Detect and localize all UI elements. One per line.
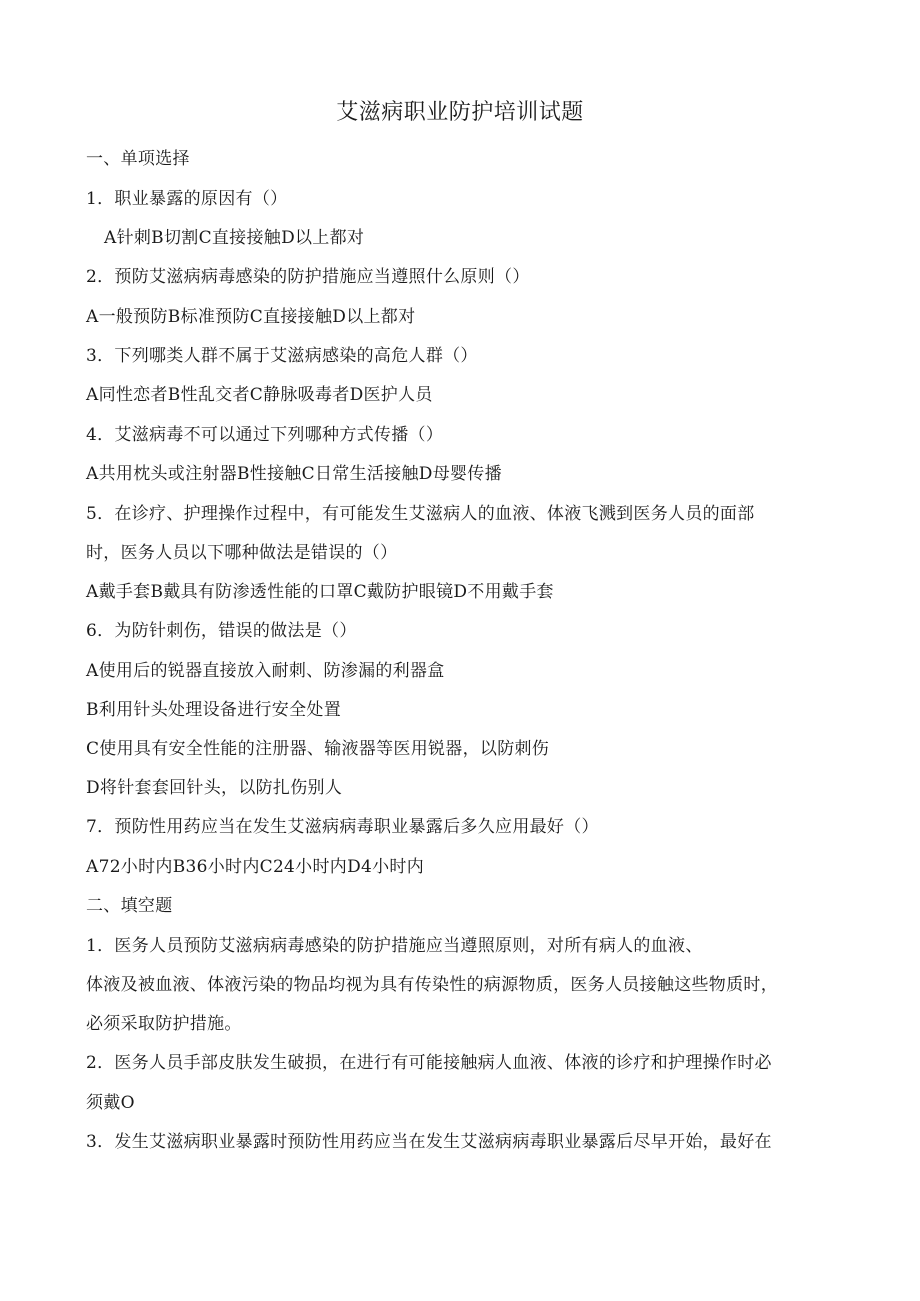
question-7-options: A72小时内B36小时内C24小时内D4小时内 xyxy=(86,857,425,877)
question-6-option-a: A使用后的锐器直接放入耐刺、防渗漏的利器盒 xyxy=(86,661,445,681)
question-4: 4．艾滋病毒不可以通过下列哪种方式传播（） xyxy=(86,425,444,445)
question-2-options: A一般预防B标准预防C直接接触D以上都对 xyxy=(86,307,416,327)
blank-3-line-1: 3．发生艾滋病职业暴露时预防性用药应当在发生艾滋病病毒职业暴露后尽早开始，最好在 xyxy=(86,1132,772,1152)
document-title: 艾滋病职业防护培训试题 xyxy=(336,100,584,125)
question-5-line-1: 5．在诊疗、护理操作过程中，有可能发生艾滋病人的血液、体液飞溅到医务人员的面部 xyxy=(86,504,755,524)
question-2: 2．预防艾滋病病毒感染的防护措施应当遵照什么原则（） xyxy=(86,267,530,287)
question-3: 3．下列哪类人群不属于艾滋病感染的高危人群（） xyxy=(86,346,478,366)
question-3-options: A同性恋者B性乱交者C静脉吸毒者D医护人员 xyxy=(86,385,433,405)
question-5-line-2: 时，医务人员以下哪种做法是错误的（） xyxy=(86,543,398,563)
section-heading-fill-blank: 二、填空题 xyxy=(86,896,173,916)
blank-2-line-2: 须戴O xyxy=(86,1093,135,1113)
question-6-option-b: B利用针头处理设备进行安全处置 xyxy=(86,700,341,720)
question-4-options: A共用枕头或注射器B性接触C日常生活接触D母婴传播 xyxy=(86,464,502,484)
question-7: 7．预防性用药应当在发生艾滋病病毒职业暴露后多久应用最好（） xyxy=(86,817,599,837)
question-6: 6．为防针刺伤，错误的做法是（） xyxy=(86,621,357,641)
question-1-options: A针刺B切割C直接接触D以上都对 xyxy=(104,228,365,248)
blank-1-line-3: 必须采取防护措施。 xyxy=(86,1014,242,1034)
blank-2-line-1: 2．医务人员手部皮肤发生破损，在进行有可能接触病人血液、体液的诊疗和护理操作时必 xyxy=(86,1053,772,1073)
question-6-option-d: D将针套套回针头，以防扎伤别人 xyxy=(86,778,343,798)
question-6-option-c: C使用具有安全性能的注册器、输液器等医用锐器，以防刺伤 xyxy=(86,739,550,759)
blank-1-line-2: 体液及被血液、体液污染的物品均视为具有传染性的病源物质，医务人员接触这些物质时， xyxy=(86,975,778,995)
question-1: 1．职业暴露的原因有（） xyxy=(86,189,288,209)
blank-1-line-1: 1．医务人员预防艾滋病病毒感染的防护措施应当遵照原则，对所有病人的血液、 xyxy=(86,936,703,956)
section-heading-single-choice: 一、单项选择 xyxy=(86,149,190,169)
question-5-options: A戴手套B戴具有防渗透性能的口罩C戴防护眼镜D不用戴手套 xyxy=(86,582,554,602)
